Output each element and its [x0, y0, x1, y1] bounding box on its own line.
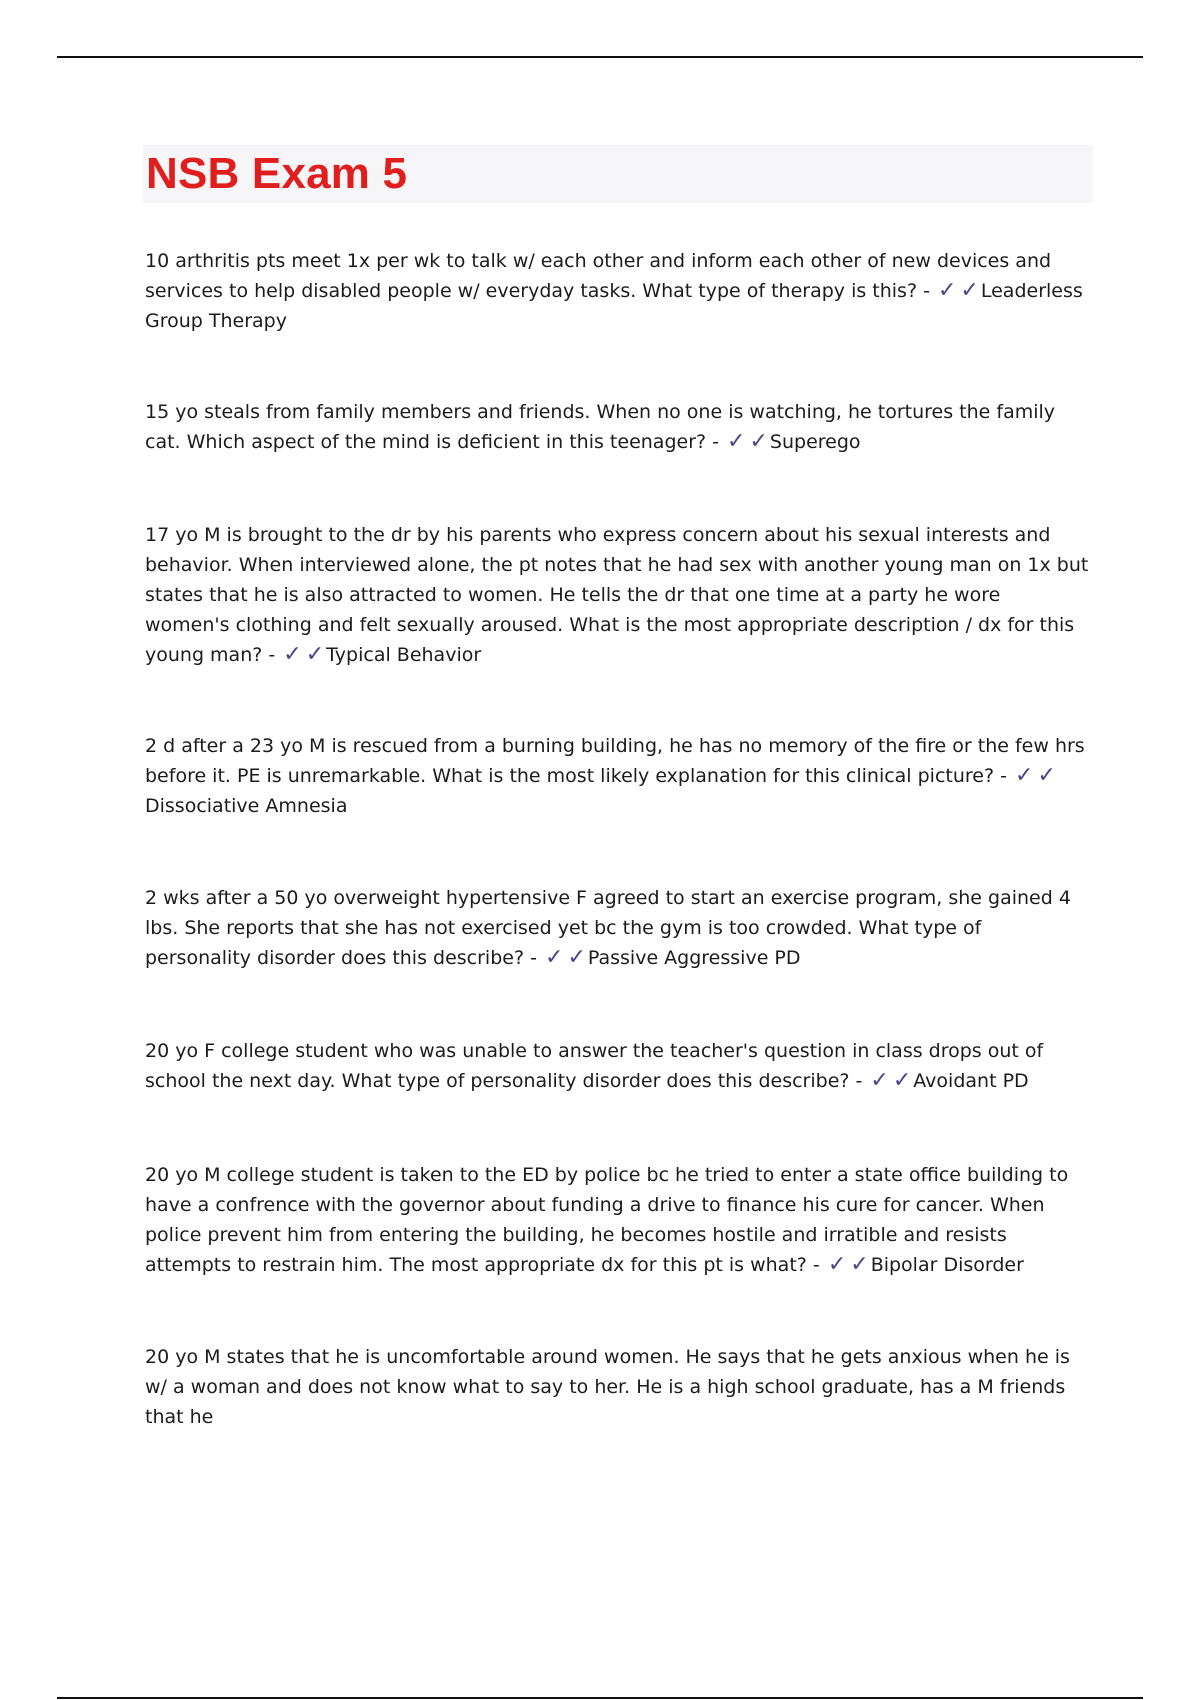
qa-item [145, 883, 1090, 973]
question-text: 20 yo M states that he is uncomfortable around women. He says that he gets anxious when he is w/ a woman and does not know what to say to her. He is a high school graduate, has a M friends that he [145, 1346, 1070, 1428]
answer-text: Dissociative Amnesia [145, 795, 348, 817]
qa-item [145, 246, 1090, 336]
question-text: 15 yo steals from family members and friends. When no one is watching, he tortures the family cat. Which aspect of the mind is deficient in this teenager? - [145, 401, 1056, 453]
double-check-icon: ✓ ✓ [827, 1252, 869, 1277]
question-text: 2 d after a 23 yo M is rescued from a burning building, he has no memory of the fire or the few hrs before it. PE is unremarkable. What is the most likely explanation for this clinical picture? - [145, 735, 1085, 787]
qa-item [145, 520, 1090, 670]
answer-text: Typical Behavior [326, 644, 482, 666]
answer-text: Superego [769, 431, 861, 453]
title-band [143, 145, 1093, 203]
double-check-icon: ✓ ✓ [1015, 763, 1056, 788]
qa-item [145, 731, 1090, 821]
qa-item [145, 397, 1090, 457]
qa-item [145, 1160, 1090, 1280]
double-check-icon: ✓ ✓ [727, 429, 768, 454]
double-check-icon: ✓ ✓ [283, 642, 325, 667]
qa-item [145, 1342, 1090, 1432]
qa-item [145, 1036, 1090, 1096]
page-title: NSB Exam 5 [146, 149, 408, 198]
double-check-icon: ✓ ✓ [870, 1068, 912, 1093]
double-check-icon: ✓ ✓ [545, 945, 586, 970]
question-text: 10 arthritis pts meet 1x per wk to talk w/ each other and inform each other of new devices and services to help disabled people w/ everyday tasks. What type of therapy is this? - [145, 250, 1052, 302]
answer-text: Bipolar Disorder [870, 1254, 1024, 1276]
double-check-icon: ✓ ✓ [937, 278, 979, 303]
question-text: 17 yo M is brought to the dr by his parents who express concern about his sexual interests and behavior. When interviewed alone, the pt notes that he had sex with another young man on 1x but states that he is also attracted to women. He tells the dr that one time at a party he wore women's clothing and felt sexually aroused. What is the most appropriate description / dx for this young man? - [145, 524, 1089, 666]
bottom-rule [57, 1697, 1143, 1699]
question-text: 20 yo M college student is taken to the ED by police bc he tried to enter a state office building to have a confrence with the governor about funding a drive to finance his cure for cancer. When police prevent him from entering the building, he becomes hostile and irratible and resists attempts to restrain him. The most appropriate dx for this pt is what? - [145, 1164, 1069, 1276]
answer-text: Passive Aggressive PD [587, 947, 801, 969]
question-text: 20 yo F college student who was unable to answer the teacher's question in class drops out of school the next day. What type of personality disorder does this describe? - [145, 1040, 1044, 1092]
answer-text: Avoidant PD [913, 1070, 1029, 1092]
question-text: 2 wks after a 50 yo overweight hypertensive F agreed to start an exercise program, she gained 4 lbs. She reports that she has not exercised yet bc the gym is too crowded. What type of personality disorder does this describe? - [145, 887, 1071, 969]
answer-text: Leaderless Group Therapy [145, 280, 1083, 332]
top-rule [57, 56, 1143, 58]
